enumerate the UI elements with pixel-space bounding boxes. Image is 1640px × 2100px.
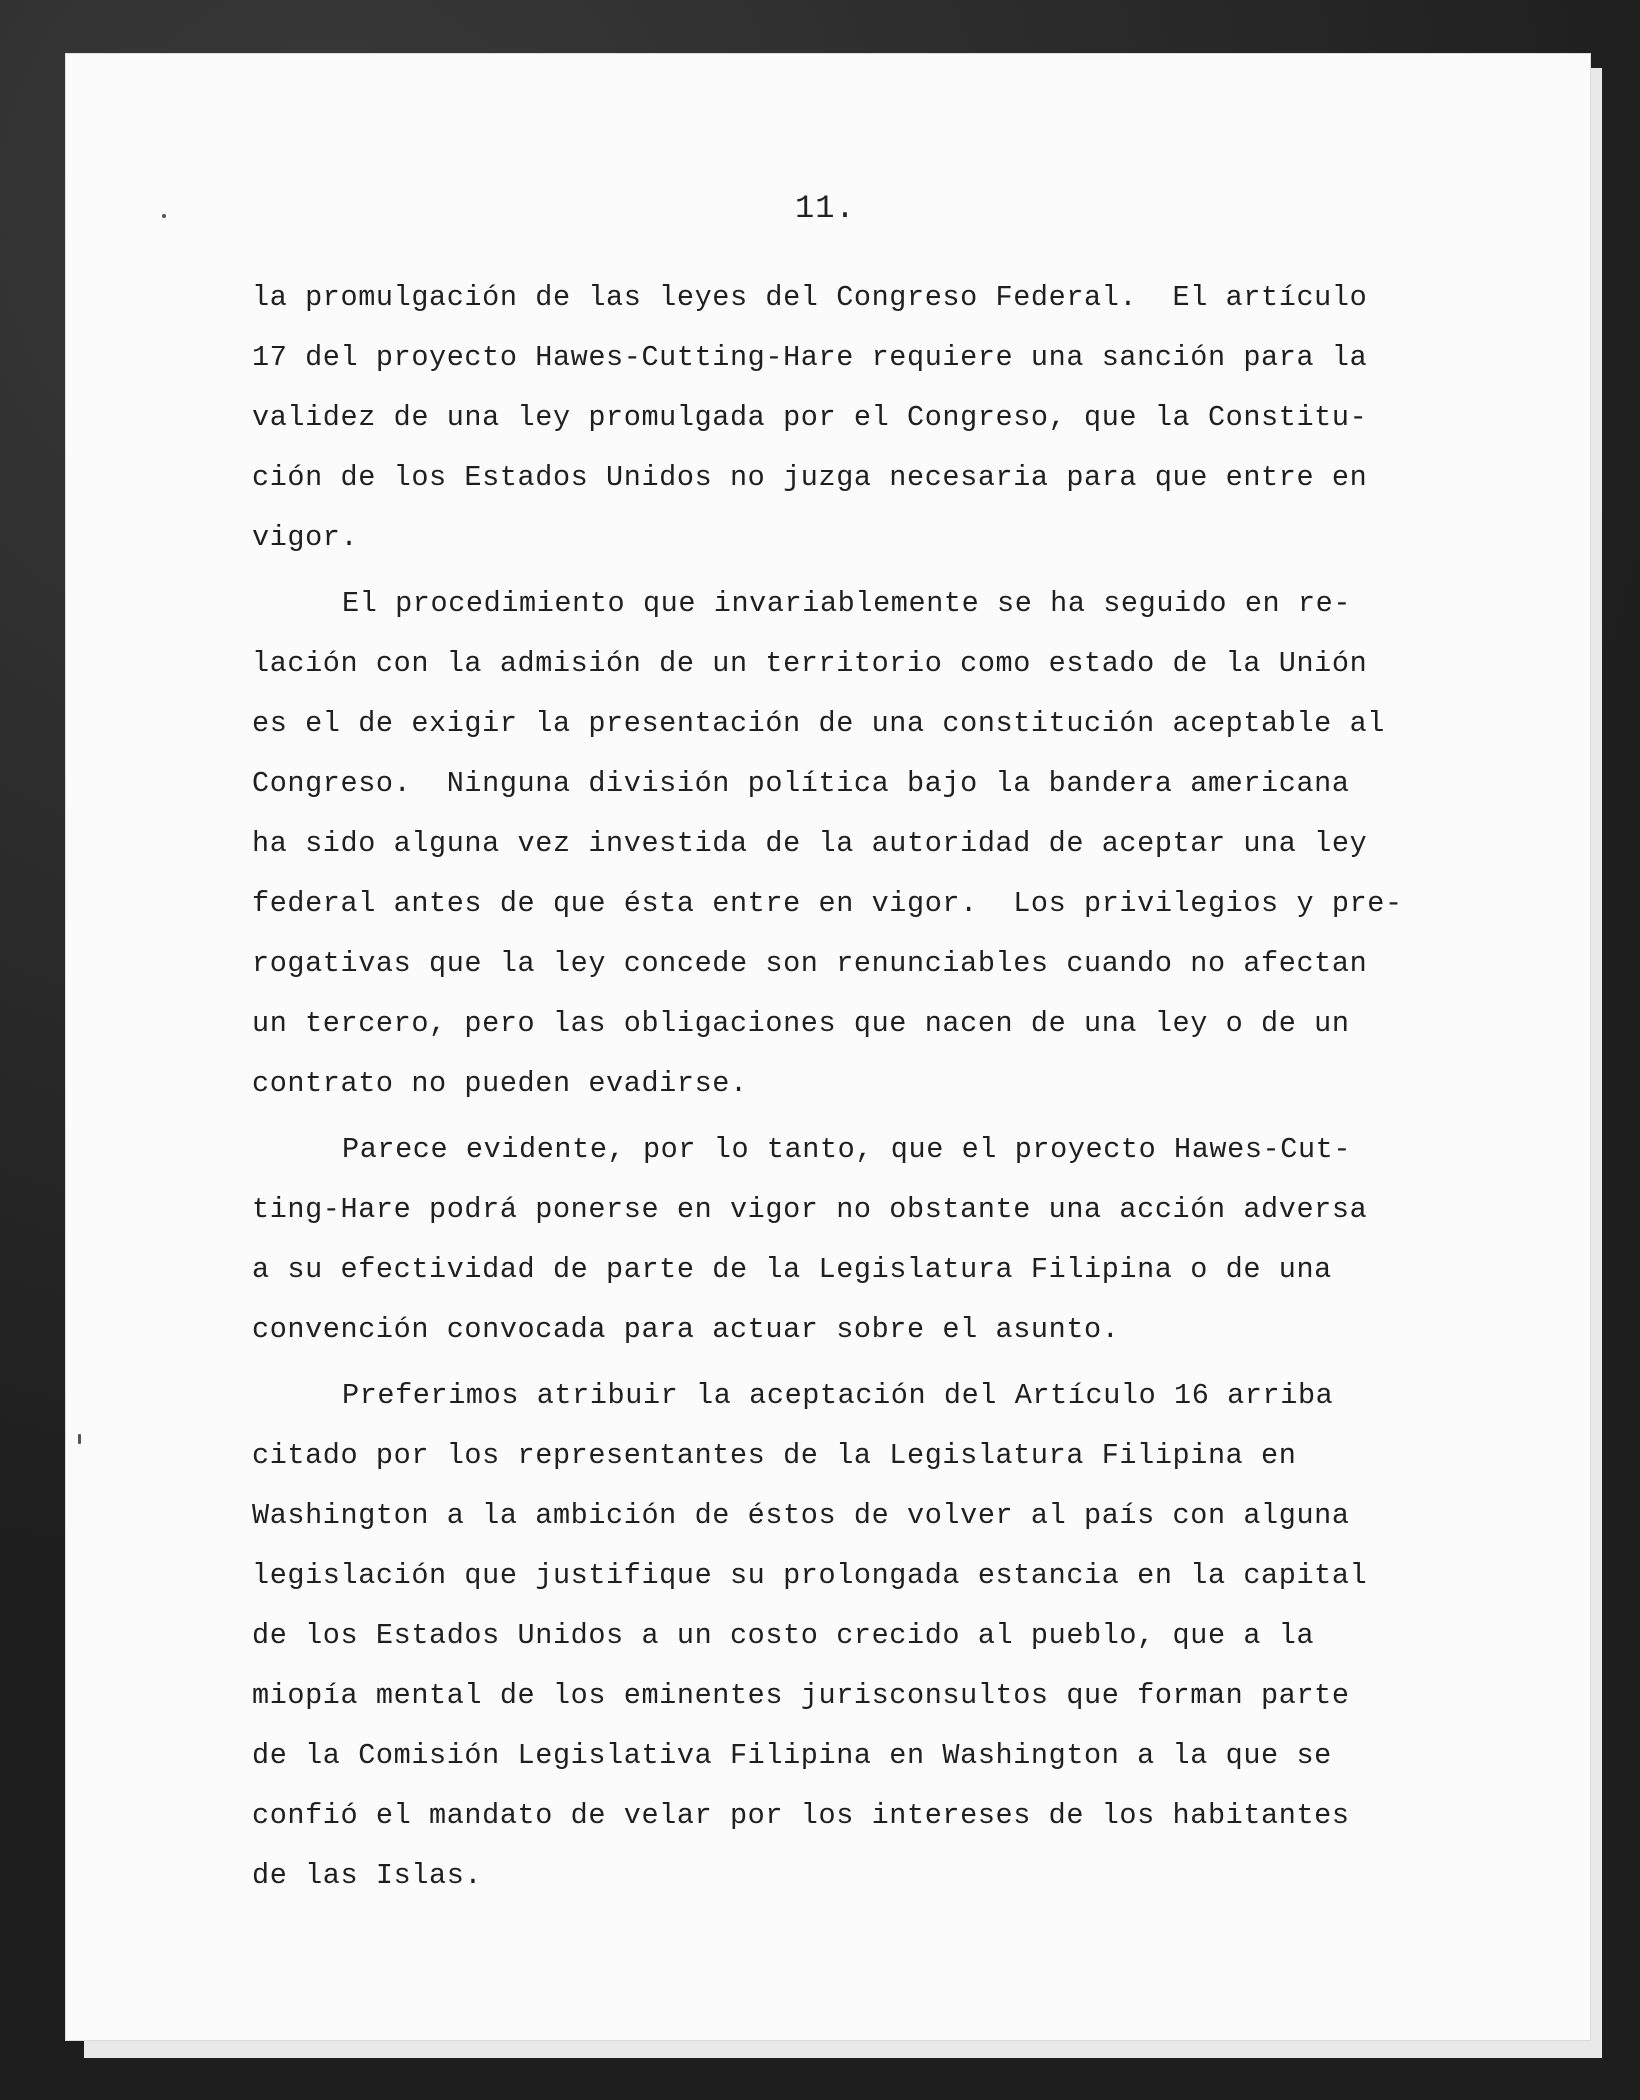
text-line: ting-Hare podrá ponerse en vigor no obstante una acción adversa [252, 1193, 1368, 1226]
text-line: rogativas que la ley concede son renunciables cuando no afectan [252, 947, 1368, 980]
text-line: es el de exigir la presentación de una constitución aceptable al [252, 707, 1385, 740]
text-line: de los Estados Unidos a un costo crecido al pueblo, que a la [252, 1619, 1315, 1652]
text-line: miopía mental de los eminentes jurisconsultos que forman parte [252, 1679, 1350, 1712]
text-line: Parece evidente, por lo tanto, que el proyecto Hawes-Cut- [342, 1133, 1352, 1166]
text-line: legislación que justifique su prolongada estancia en la capital [252, 1559, 1368, 1592]
text-line: Congreso. Ninguna división política bajo la bandera americana [252, 767, 1350, 800]
text-line: lación con la admisión de un territorio como estado de la Unión [252, 647, 1368, 680]
text-line: citado por los representantes de la Legislatura Filipina en [252, 1439, 1297, 1472]
text-line: a su efectividad de parte de la Legislatura Filipina o de una [252, 1253, 1332, 1286]
text-line: de la Comisión Legislativa Filipina en Washington a la que se [252, 1739, 1332, 1772]
page-number: 11. [795, 190, 856, 227]
text-line: 17 del proyecto Hawes-Cutting-Hare requiere una sanción para la [252, 341, 1368, 374]
text-line: la promulgación de las leyes del Congreso Federal. El artículo [252, 281, 1368, 314]
text-line: vigor. [252, 521, 359, 554]
text-line: confió el mandato de velar por los intereses de los habitantes [252, 1799, 1350, 1832]
text-line: un tercero, pero las obligaciones que nacen de una ley o de un [252, 1007, 1350, 1040]
paragraph-3 [252, 1120, 1402, 1360]
text-line: de las Islas. [252, 1859, 483, 1892]
text-line: ción de los Estados Unidos no juzga necesaria para que entre en [252, 461, 1368, 494]
document-body [252, 268, 1402, 1906]
paragraph-1 [252, 268, 1402, 568]
text-line: contrato no pueden evadirse. [252, 1067, 748, 1100]
text-line: ha sido alguna vez investida de la autoridad de aceptar una ley [252, 827, 1368, 860]
scan-speck [162, 214, 166, 218]
scan-speck [78, 1434, 81, 1444]
text-line: Preferimos atribuir la aceptación del Artículo 16 arriba [342, 1379, 1334, 1412]
text-line: convención convocada para actuar sobre el asunto. [252, 1313, 1120, 1346]
text-line: Washington a la ambición de éstos de volver al país con alguna [252, 1499, 1350, 1532]
paragraph-2 [252, 574, 1402, 1114]
text-line: El procedimiento que invariablemente se ha seguido en re- [342, 587, 1352, 620]
text-line: federal antes de que ésta entre en vigor. Los privilegios y pre- [252, 887, 1403, 920]
text-line: validez de una ley promulgada por el Congreso, que la Constitu- [252, 401, 1368, 434]
paragraph-4 [252, 1366, 1402, 1906]
